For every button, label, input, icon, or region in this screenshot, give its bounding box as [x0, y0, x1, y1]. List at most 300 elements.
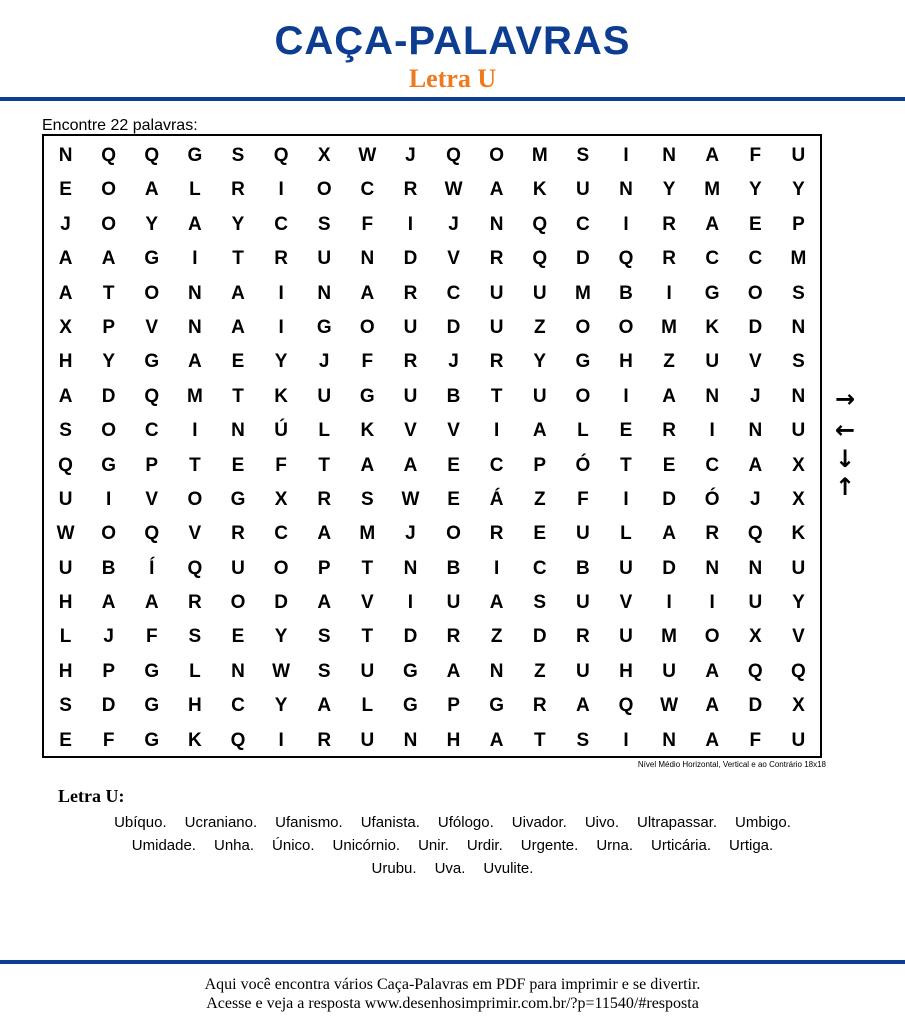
grid-letter: U — [532, 385, 547, 407]
grid-letter: U — [748, 592, 763, 614]
grid-letter: A — [576, 695, 590, 717]
grid-letter: P — [317, 557, 331, 579]
grid-letter: L — [318, 420, 331, 442]
grid-letter: V — [188, 523, 202, 545]
grid-letter: Q — [532, 213, 548, 235]
word-search-grid — [42, 134, 822, 758]
grid-letter: P — [102, 660, 115, 682]
word-item: Unha. — [213, 837, 255, 854]
grid-letter: A — [144, 179, 159, 201]
grid-letter: Q — [791, 660, 806, 682]
grid-letter: N — [791, 385, 806, 407]
grid-letter: C — [360, 179, 375, 201]
grid-letter: A — [317, 523, 332, 545]
grid-letter: Y — [533, 351, 547, 373]
word-item: Urtiga. — [729, 837, 774, 854]
word-item: Urubu. — [371, 860, 417, 877]
grid-letter: Z — [533, 660, 546, 682]
grid-letter: B — [446, 385, 461, 407]
grid-letter: U — [403, 385, 418, 407]
grid-letter: X — [59, 316, 72, 338]
grid-letter: I — [278, 729, 284, 751]
grid-letter: W — [56, 523, 75, 545]
word-item: Ucraniano. — [184, 814, 258, 831]
grid-letter: Q — [58, 454, 73, 476]
grid-letter: Q — [144, 523, 160, 545]
grid-letter: U — [791, 145, 806, 166]
grid-letter: W — [358, 145, 377, 166]
grid-letter: A — [748, 454, 763, 476]
grid-letter: R — [403, 282, 418, 304]
grid-letter: E — [59, 179, 72, 201]
grid-letter: A — [317, 592, 332, 614]
grid-row — [44, 517, 820, 551]
grid-letter: E — [231, 351, 245, 373]
grid-letter: E — [533, 523, 547, 545]
grid-letter: I — [623, 385, 629, 407]
word-item: Ufólogo. — [437, 814, 494, 831]
grid-letter: W — [272, 660, 291, 682]
grid-letter: U — [231, 557, 245, 579]
grid-letter: Y — [792, 592, 805, 614]
grid-letter: Y — [274, 626, 288, 648]
grid-letter: J — [448, 213, 459, 235]
level-note: Nível Médio Horizontal, Vertical e ao Contrário 18x18 — [637, 760, 826, 769]
grid-letter: G — [316, 316, 332, 338]
word-list-line — [0, 835, 905, 857]
grid-letter: C — [705, 248, 720, 270]
grid-letter: I — [623, 729, 629, 751]
grid-letter: G — [144, 248, 160, 270]
grid-letter: A — [231, 316, 245, 338]
grid-letter: E — [619, 420, 633, 442]
grid-row — [44, 173, 820, 207]
grid-letter: V — [619, 592, 633, 614]
grid-letter: V — [404, 420, 417, 442]
grid-letter: X — [792, 695, 805, 717]
grid-letter: I — [623, 213, 629, 235]
grid-letter: P — [447, 695, 460, 717]
grid-letter: T — [620, 454, 632, 476]
grid-letter: U — [576, 179, 590, 201]
grid-letter: U — [791, 557, 806, 579]
grid-letter: I — [278, 316, 284, 338]
grid-letter: F — [361, 351, 374, 373]
grid-letter: A — [317, 695, 332, 717]
word-item: Unicórnio. — [332, 837, 401, 854]
grid-letter: A — [403, 454, 418, 476]
grid-letter: N — [188, 316, 202, 338]
grid-letter: G — [144, 729, 160, 751]
grid-letter: O — [316, 179, 332, 201]
grid-letter: F — [749, 729, 762, 751]
grid-letter: C — [274, 213, 288, 235]
grid-letter: I — [623, 145, 629, 166]
grid-letter: Q — [532, 248, 548, 270]
grid-letter: Q — [747, 660, 763, 682]
grid-letter: M — [186, 385, 203, 407]
grid-letter: T — [533, 729, 546, 751]
grid-letter: V — [145, 316, 159, 338]
grid-letter: U — [532, 282, 547, 304]
grid-letter: R — [403, 179, 418, 201]
grid-letter: N — [231, 420, 245, 442]
grid-letter: A — [446, 660, 461, 682]
grid-letter: A — [101, 592, 116, 614]
grid-letter: V — [792, 626, 805, 648]
grid-letter: U — [58, 488, 73, 510]
grid-letter: B — [101, 557, 116, 579]
grid-letter: D — [403, 626, 418, 648]
grid-letter: G — [704, 282, 720, 304]
grid-letter: R — [317, 488, 332, 510]
grid-letter: V — [145, 488, 159, 510]
grid-letter: R — [446, 626, 461, 648]
grid-row — [44, 552, 820, 586]
arrow-up-icon: ↑ — [834, 473, 856, 501]
grid-letter: U — [489, 316, 504, 338]
grid-letter: R — [705, 523, 720, 545]
word-item: Uivador. — [511, 814, 567, 831]
grid-letter: H — [58, 592, 73, 614]
grid-letter: U — [489, 282, 504, 304]
grid-letter: Z — [663, 351, 675, 373]
puzzle-instructions: Encontre 22 palavras: — [42, 117, 198, 134]
grid-row — [44, 311, 820, 345]
grid-letter: C — [705, 454, 720, 476]
word-item: Urgente. — [520, 837, 579, 854]
grid-letter: T — [490, 385, 503, 407]
grid-letter: A — [705, 729, 720, 751]
grid-letter: Q — [618, 248, 634, 270]
grid-letter: G — [187, 145, 203, 166]
grid-letter: S — [576, 145, 590, 166]
grid-letter: U — [58, 557, 73, 579]
grid-letter: L — [189, 179, 201, 201]
grid-letter: D — [446, 316, 461, 338]
grid-letter: R — [662, 213, 676, 235]
grid-letter: N — [403, 729, 418, 751]
grid-letter: O — [575, 316, 591, 338]
grid-row — [44, 483, 820, 517]
word-list-line — [0, 812, 905, 834]
grid-letter: O — [101, 213, 117, 235]
grid-letter: Q — [230, 729, 246, 751]
grid-letter: V — [447, 420, 460, 442]
grid-letter: L — [189, 660, 201, 682]
grid-letter: O — [359, 316, 375, 338]
grid-letter: Q — [187, 557, 203, 579]
grid-letter: J — [60, 213, 71, 235]
grid-letter: C — [446, 282, 461, 304]
word-item: Ubíquo. — [114, 814, 167, 831]
word-item: Urticária. — [651, 837, 712, 854]
grid-letter: J — [405, 145, 416, 166]
grid-letter: Y — [231, 213, 245, 235]
word-item: Unir. — [418, 837, 449, 854]
grid-letter: E — [748, 213, 762, 235]
grid-letter: S — [59, 420, 72, 442]
grid-letter: T — [232, 385, 244, 407]
grid-letter: O — [273, 557, 289, 579]
grid-letter: I — [407, 592, 414, 614]
grid-letter: D — [101, 385, 116, 407]
grid-letter: U — [619, 557, 633, 579]
grid-letter: S — [188, 626, 202, 648]
grid-row — [44, 620, 820, 654]
grid-letter: T — [232, 248, 244, 270]
word-item: Urna. — [596, 837, 633, 854]
grid-letter: B — [446, 557, 461, 579]
grid-letter: U — [791, 420, 806, 442]
grid-letter: O — [489, 145, 505, 166]
grid-letter: G — [489, 695, 505, 717]
grid-letter: J — [750, 385, 761, 407]
grid-row — [44, 689, 820, 723]
grid-letter: O — [747, 282, 763, 304]
grid-letter: A — [144, 592, 159, 614]
word-item: Umidade. — [131, 837, 196, 854]
grid-letter: N — [489, 213, 504, 235]
grid-letter: I — [106, 488, 112, 510]
grid-letter: R — [317, 729, 332, 751]
grid-letter: F — [749, 145, 762, 166]
grid-letter: F — [577, 488, 589, 510]
arrow-down-icon: ↓ — [834, 445, 856, 473]
grid-letter: E — [59, 729, 72, 751]
grid-letter: U — [576, 592, 590, 614]
grid-letter: S — [317, 660, 331, 682]
grid-letter: M — [359, 523, 376, 545]
grid-letter: F — [275, 454, 287, 476]
grid-letter: A — [662, 385, 676, 407]
grid-row — [44, 208, 820, 242]
grid-letter: S — [576, 729, 590, 751]
grid-letter: T — [102, 282, 115, 304]
grid-letter: O — [704, 626, 720, 648]
grid-letter: U — [360, 660, 375, 682]
grid-letter: K — [705, 316, 720, 338]
grid-letter: A — [360, 454, 375, 476]
grid-letter: U — [317, 385, 332, 407]
grid-letter: A — [360, 282, 375, 304]
grid-letter: V — [748, 351, 762, 373]
grid-letter: N — [662, 729, 676, 751]
grid-letter: U — [791, 729, 806, 751]
grid-letter: Q — [273, 145, 289, 166]
grid-letter: R — [188, 592, 202, 614]
grid-letter: O — [144, 282, 160, 304]
grid-letter: N — [188, 282, 202, 304]
grid-letter: A — [188, 213, 202, 235]
grid-letter: R — [662, 420, 676, 442]
grid-row — [44, 414, 820, 448]
grid-letter: N — [791, 316, 806, 338]
footer-line-1: Aqui você encontra vários Caça-Palavras em PDF para imprimir e se divertir. — [204, 976, 701, 993]
grid-letter: Z — [490, 626, 503, 648]
grid-letter: I — [278, 179, 284, 201]
grid-letter: A — [705, 660, 720, 682]
grid-letter: S — [317, 626, 331, 648]
word-item: Uivo. — [584, 814, 619, 831]
grid-letter: D — [403, 248, 418, 270]
grid-letter: U — [360, 729, 375, 751]
grid-letter: W — [401, 488, 420, 510]
grid-letter: K — [360, 420, 375, 442]
grid-letter: R — [403, 351, 418, 373]
grid-letter: I — [278, 282, 284, 304]
grid-letter: A — [705, 213, 720, 235]
grid-letter: O — [618, 316, 634, 338]
grid-letter: N — [403, 557, 418, 579]
grid-letter: O — [446, 523, 461, 545]
grid-letter: H — [619, 351, 633, 373]
grid-letter: A — [489, 179, 504, 201]
grid-letter: O — [101, 179, 117, 201]
grid-letter: H — [446, 729, 461, 751]
grid-letter: R — [532, 695, 547, 717]
grid-letter: G — [575, 351, 591, 373]
grid-letter: G — [144, 695, 160, 717]
grid-letter: Q — [144, 385, 160, 407]
grid-letter: C — [489, 454, 504, 476]
grid-letter: I — [666, 592, 672, 614]
grid-letter: T — [361, 626, 374, 648]
grid-letter: Ú — [274, 420, 288, 442]
grid-letter: D — [662, 557, 676, 579]
grid-letter: I — [407, 213, 414, 235]
grid-letter: U — [619, 626, 633, 648]
grid-letter: U — [576, 660, 590, 682]
grid-letter: K — [188, 729, 202, 751]
grid-letter: A — [662, 523, 676, 545]
grid-letter: S — [231, 145, 245, 166]
grid-row — [44, 277, 820, 311]
grid-row — [44, 449, 820, 483]
grid-letter: E — [447, 488, 460, 510]
grid-letter: B — [619, 282, 633, 304]
grid-letter: U — [705, 351, 720, 373]
grid-letter: Q — [618, 695, 634, 717]
grid-letter: S — [317, 213, 331, 235]
grid-letter: U — [576, 523, 590, 545]
grid-letter: T — [189, 454, 201, 476]
grid-letter: K — [791, 523, 806, 545]
grid-letter: C — [231, 695, 245, 717]
grid-letter: N — [231, 660, 245, 682]
page-title: CAÇA-PALAVRAS — [274, 19, 631, 63]
grid-letter: N — [619, 179, 633, 201]
arrow-right-icon: → — [834, 385, 856, 413]
grid-letter: G — [403, 695, 418, 717]
grid-letter: G — [101, 454, 117, 476]
grid-letter: M — [661, 626, 677, 648]
grid-letter: T — [318, 454, 331, 476]
grid-letter: A — [489, 592, 504, 614]
grid-letter: E — [662, 454, 676, 476]
grid-letter: A — [705, 145, 720, 166]
bottom-divider — [0, 960, 905, 964]
grid-letter: G — [144, 660, 160, 682]
grid-letter: M — [661, 316, 677, 338]
word-item: Uvulite. — [483, 860, 534, 877]
grid-letter: U — [403, 316, 418, 338]
grid-letter: Y — [792, 179, 805, 201]
grid-letter: N — [489, 660, 504, 682]
grid-letter: V — [447, 248, 460, 270]
grid-letter: E — [447, 454, 460, 476]
grid-letter: R — [489, 351, 504, 373]
grid-letter: Q — [101, 145, 117, 166]
grid-letter: N — [748, 420, 763, 442]
grid-letter: X — [317, 145, 331, 166]
grid-letter: U — [317, 248, 332, 270]
grid-letter: N — [360, 248, 375, 270]
grid-letter: H — [619, 660, 633, 682]
grid-letter: U — [662, 660, 676, 682]
grid-row — [44, 724, 820, 758]
grid-letter: T — [361, 557, 374, 579]
grid-letter: M — [790, 248, 807, 270]
grid-letter: J — [103, 626, 114, 648]
grid-letter: I — [623, 488, 629, 510]
grid-letter: S — [792, 282, 805, 304]
grid-letter: I — [494, 557, 500, 579]
grid-letter: P — [533, 454, 547, 476]
grid-letter: Q — [144, 145, 160, 166]
grid-letter: Y — [748, 179, 762, 201]
grid-letter: I — [709, 592, 715, 614]
grid-letter: Z — [533, 488, 546, 510]
grid-letter: S — [59, 695, 72, 717]
grid-letter: J — [318, 351, 330, 373]
grid-letter: R — [231, 523, 245, 545]
grid-letter: A — [101, 248, 116, 270]
grid-letter: A — [58, 248, 73, 270]
grid-letter: O — [230, 592, 246, 614]
grid-letter: C — [532, 557, 547, 579]
word-item: Urdir. — [466, 837, 503, 854]
grid-letter: O — [101, 523, 117, 545]
grid-letter: O — [101, 420, 117, 442]
grid-letter: K — [532, 179, 547, 201]
grid-row — [44, 242, 820, 276]
grid-letter: I — [494, 420, 500, 442]
grid-letter: N — [317, 282, 332, 304]
grid-letter: D — [662, 488, 676, 510]
grid-letter: R — [576, 626, 590, 648]
grid-letter: R — [231, 179, 245, 201]
grid-letter: N — [748, 557, 763, 579]
grid-letter: N — [58, 145, 73, 166]
grid-letter: H — [58, 351, 73, 373]
word-item: Uva. — [434, 860, 466, 877]
grid-letter: I — [709, 420, 715, 442]
word-item: Ultrapassar. — [637, 814, 718, 831]
grid-letter: C — [748, 248, 763, 270]
grid-letter: M — [574, 282, 591, 304]
grid-letter: P — [792, 213, 805, 235]
grid-letter: I — [192, 420, 198, 442]
grid-letter: V — [360, 592, 374, 614]
grid-letter: A — [188, 351, 202, 373]
grid-letter: Y — [145, 213, 159, 235]
grid-letter: Q — [446, 145, 461, 166]
word-list-line — [0, 858, 905, 880]
grid-letter: R — [489, 248, 504, 270]
grid-row — [44, 655, 820, 689]
grid-letter: P — [102, 316, 115, 338]
